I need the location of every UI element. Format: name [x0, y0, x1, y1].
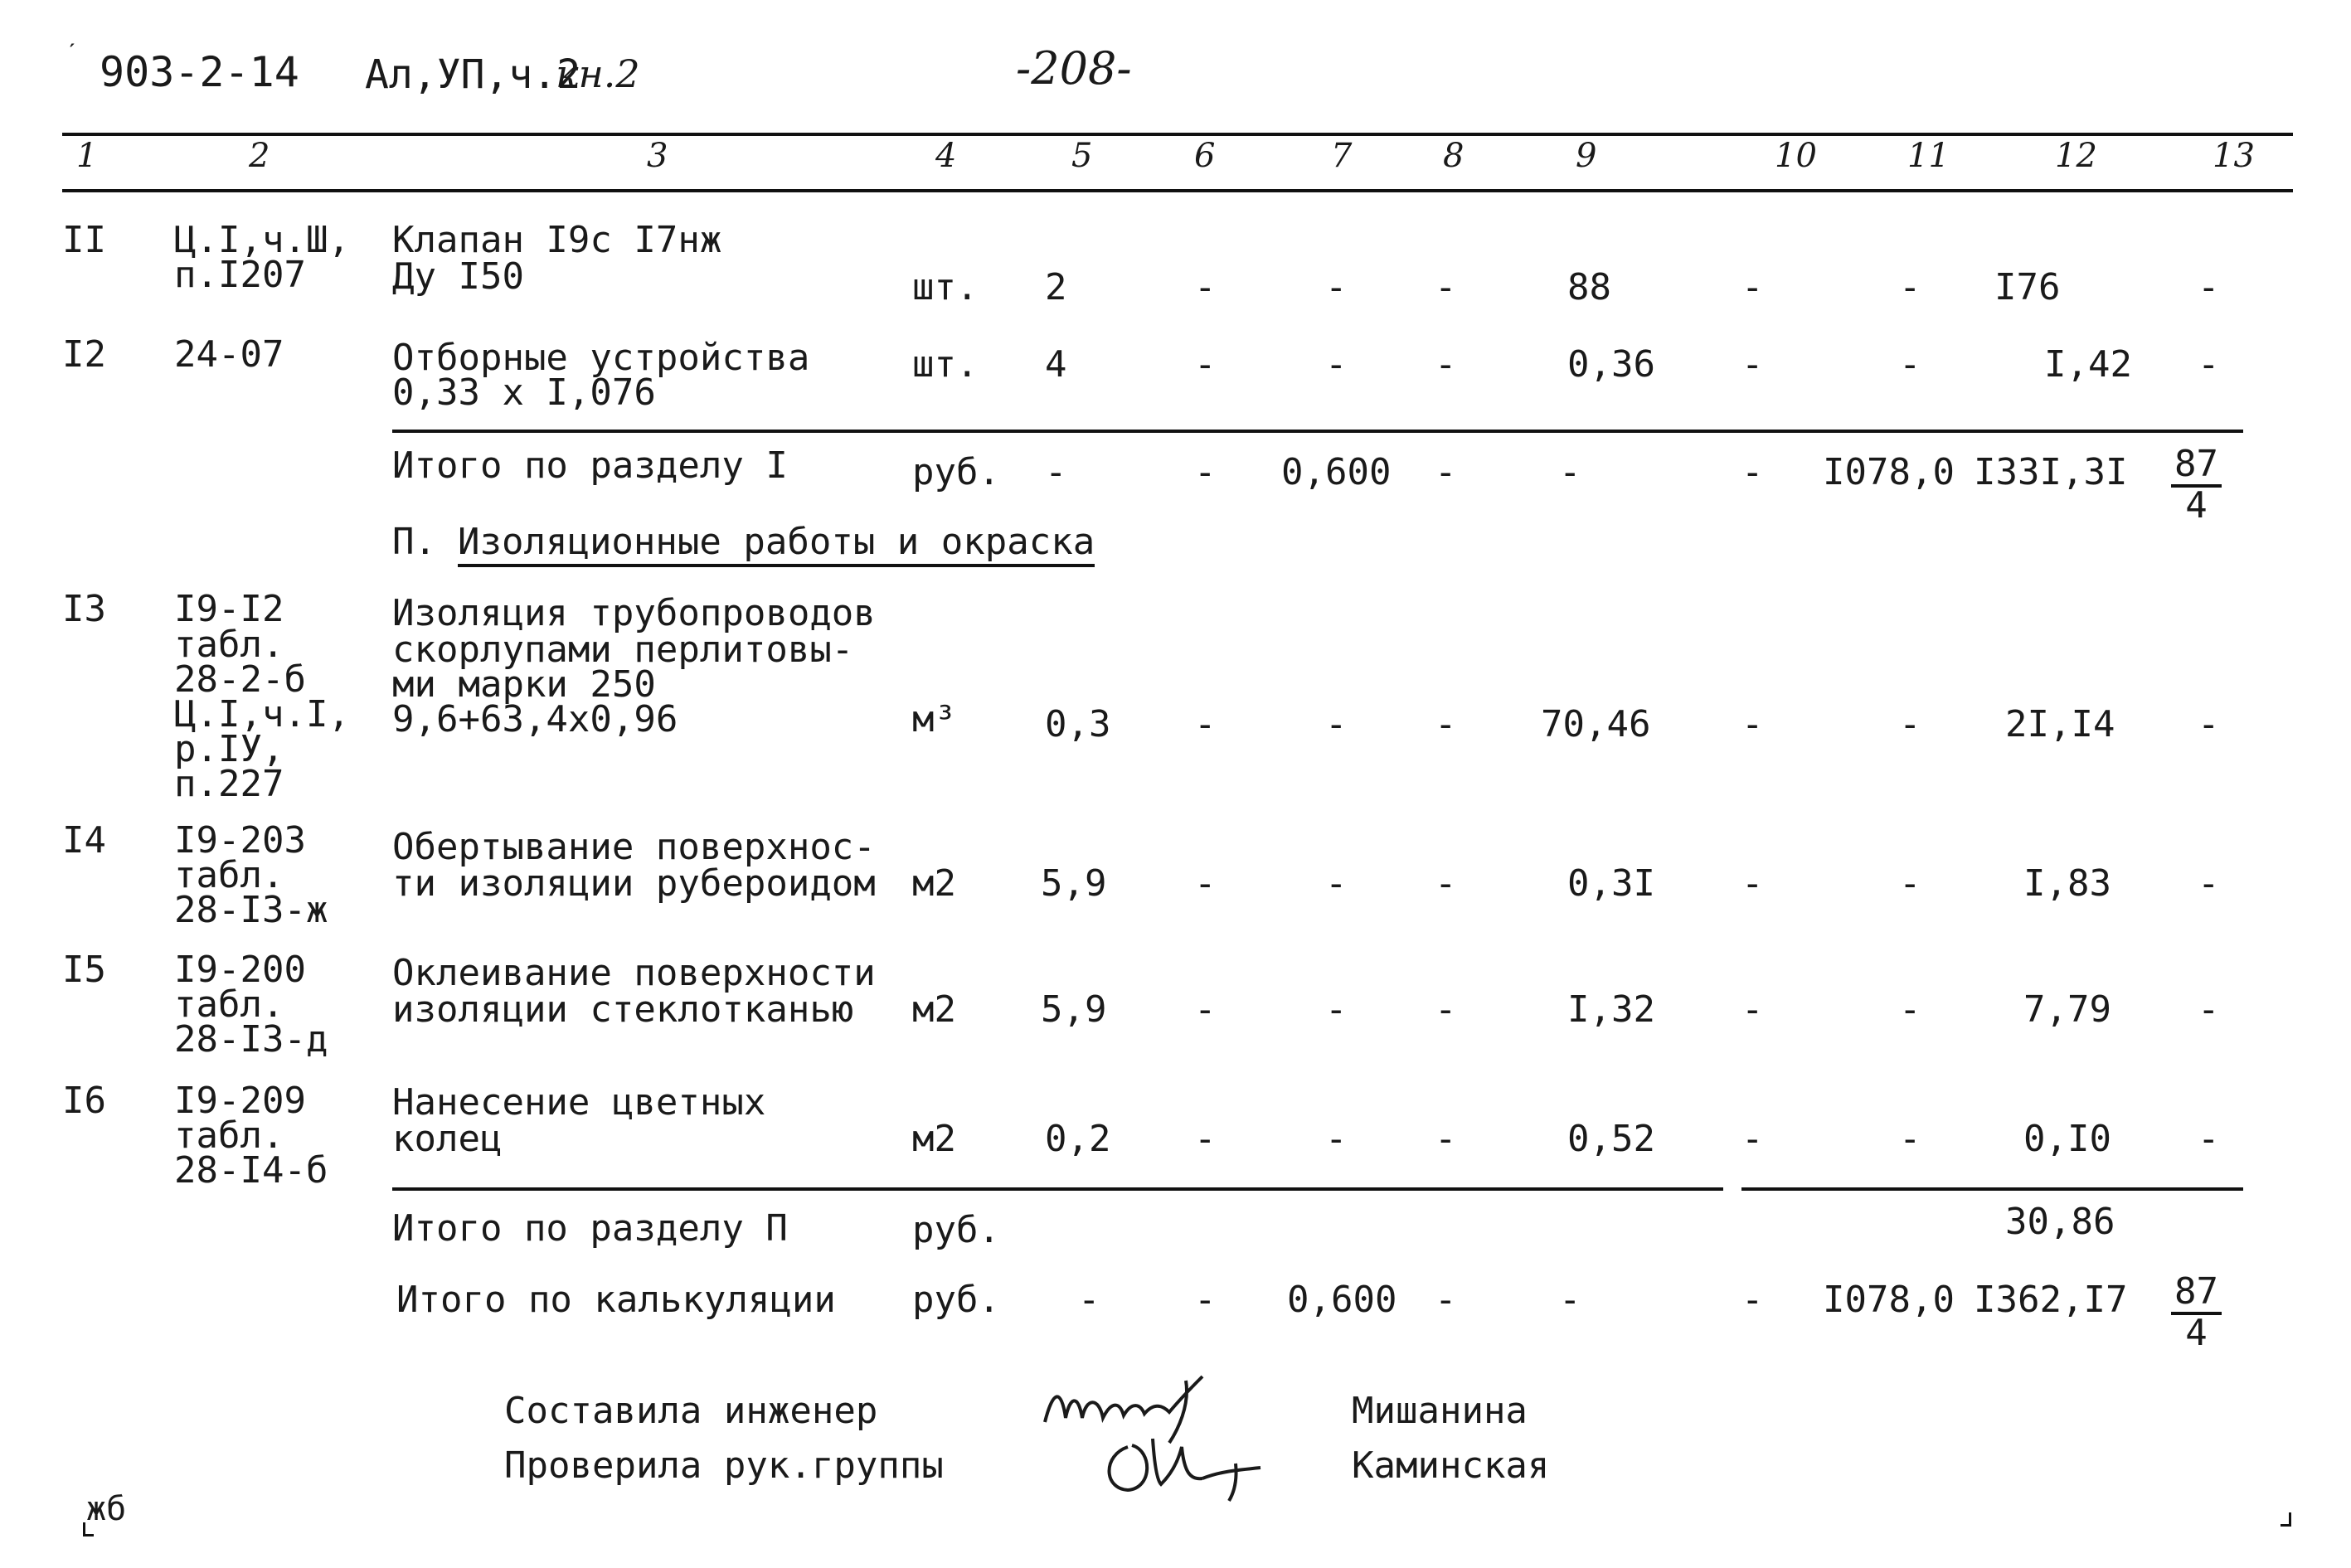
row-c10: -: [1741, 1118, 1764, 1160]
grand-total-c10: -: [1741, 1279, 1764, 1321]
row-c9: 0,36: [1567, 343, 1655, 386]
row-c13: -: [2198, 988, 2220, 1031]
row-ref: табл.: [174, 1114, 284, 1157]
row-c5: 0,3: [1045, 703, 1111, 745]
section1-total-c5: -: [1045, 451, 1067, 493]
row-desc: 0,33 х I,076: [392, 371, 656, 414]
checked-by-name: Каминская: [1352, 1444, 1550, 1487]
corner-bracket-right: [2281, 1512, 2291, 1527]
header-bottom-rule: [62, 189, 2293, 192]
row-ref: I9-203: [174, 819, 306, 862]
corner-mark: ˊ: [65, 39, 80, 68]
section1-total-c11: I078,0: [1823, 451, 1955, 493]
row-c10: -: [1741, 266, 1764, 308]
row-c6: -: [1194, 266, 1217, 308]
row-c7: -: [1325, 1118, 1348, 1160]
header-top-rule: [62, 133, 2293, 136]
section1-total-c13: [2171, 443, 2222, 527]
row-desc: ти изоляции рубероидом: [392, 862, 876, 905]
row-c12: I,42: [2044, 343, 2132, 386]
row-unit: шт.: [912, 343, 979, 386]
section1-total-c8: -: [1435, 451, 1457, 493]
section2-total-rule-left: [392, 1187, 1723, 1191]
row-c8: -: [1435, 1118, 1457, 1160]
row-c6: -: [1194, 1118, 1217, 1160]
fraction-denominator: 4: [2185, 1312, 2208, 1354]
row-c10: -: [1741, 703, 1764, 745]
row-c8: -: [1435, 343, 1457, 386]
row-number: I3: [62, 588, 106, 630]
row-desc: ми марки 250: [392, 663, 656, 706]
section1-total-c10: -: [1741, 451, 1764, 493]
page-number: -208-: [1016, 42, 1132, 95]
row-number: II: [62, 219, 106, 261]
row-c6: -: [1194, 988, 1217, 1031]
row-c11: -: [1899, 703, 1921, 745]
section1-total-unit: руб.: [912, 451, 1000, 493]
book-ref: кн.2: [556, 51, 640, 96]
grand-total-c6: -: [1194, 1279, 1217, 1321]
row-ref: 28-I3-ж: [174, 889, 328, 931]
col-num-7: 7: [1331, 137, 1353, 175]
row-ref: I9-I2: [174, 588, 284, 630]
row-c9: 0,52: [1567, 1118, 1655, 1160]
col-num-6: 6: [1194, 137, 1216, 175]
col-num-1: 1: [76, 137, 98, 175]
row-c6: -: [1194, 343, 1217, 386]
row-c10: -: [1741, 988, 1764, 1031]
section2-total-c12: 30,86: [2005, 1201, 2115, 1243]
grand-total-unit: руб.: [912, 1279, 1000, 1321]
row-c11: -: [1899, 988, 1921, 1031]
grand-total-c11: I078,0: [1823, 1279, 1955, 1321]
row-c8: -: [1435, 703, 1457, 745]
row-unit: м2: [912, 1118, 956, 1160]
row-ref: п.227: [174, 763, 284, 805]
row-desc: Оклеивание поверхности: [392, 952, 876, 994]
section1-total-c6: -: [1194, 451, 1217, 493]
section2-title: Изоляционные работы и окраска: [458, 524, 1095, 567]
row-number: I2: [62, 333, 106, 376]
row-c11: -: [1899, 1118, 1921, 1160]
row-c8: -: [1435, 266, 1457, 308]
row-c5: 5,9: [1041, 988, 1107, 1031]
row-desc: Изоляция трубопроводов: [392, 592, 876, 634]
row-c7: -: [1325, 862, 1348, 905]
col-num-11: 11: [1907, 137, 1950, 175]
row-desc: колец: [392, 1118, 503, 1160]
section1-total-c9: -: [1559, 451, 1581, 493]
row-c8: -: [1435, 862, 1457, 905]
grand-total-c5: -: [1078, 1279, 1100, 1321]
album-ref: Ал,УП,ч.2: [365, 51, 581, 98]
col-num-2: 2: [249, 137, 270, 175]
row-c10: -: [1741, 343, 1764, 386]
section2-total-label: Итого по разделу П: [392, 1207, 788, 1250]
footer-bracket: [83, 1522, 94, 1536]
row-unit: м³: [912, 698, 956, 740]
col-num-4: 4: [935, 137, 957, 175]
row-unit: шт.: [912, 266, 979, 308]
row-desc: Клапан I9с I7нж: [392, 219, 722, 261]
row-c11: -: [1899, 266, 1921, 308]
composed-by-label: Составила инженер: [504, 1390, 878, 1432]
section1-total-c7: 0,600: [1281, 451, 1392, 493]
row-desc: Нанесение цветных: [392, 1081, 766, 1124]
grand-total-c12: I362,I7: [1974, 1279, 2128, 1321]
col-num-5: 5: [1071, 137, 1093, 175]
row-c9: 88: [1567, 266, 1611, 308]
col-num-3: 3: [647, 137, 668, 175]
row-c12: I,83: [2023, 862, 2111, 905]
row-ref: 28-I4-б: [174, 1149, 328, 1192]
row-number: I4: [62, 819, 106, 862]
row-c7: -: [1325, 343, 1348, 386]
row-c11: -: [1899, 343, 1921, 386]
row-desc: скорлупами перлитовы-: [392, 629, 854, 671]
section2-prefix: П.: [392, 521, 436, 563]
row-c13: -: [2198, 1118, 2220, 1160]
col-num-8: 8: [1443, 137, 1465, 175]
row-ref: табл.: [174, 854, 284, 896]
row-c12: 2I,I4: [2005, 703, 2115, 745]
row-ref: 28-2-б: [174, 658, 306, 701]
row-c9: 0,3I: [1567, 862, 1655, 905]
row-ref: I9-209: [174, 1080, 306, 1122]
col-num-9: 9: [1576, 137, 1597, 175]
row-c6: -: [1194, 862, 1217, 905]
row-desc: изоляции стеклотканью: [392, 988, 854, 1031]
col-num-10: 10: [1775, 137, 1817, 175]
row-ref: табл.: [174, 983, 284, 1026]
row-c5: 5,9: [1041, 862, 1107, 905]
section1-total-label: Итого по разделу I: [392, 444, 788, 487]
composed-by-name: Мишанина: [1352, 1390, 1528, 1432]
col-num-12: 12: [2055, 137, 2097, 175]
row-unit: м2: [912, 988, 956, 1031]
grand-total-c13: [2171, 1270, 2222, 1354]
row-ref: табл.: [174, 624, 284, 666]
row-ref: р.IУ,: [174, 728, 284, 770]
row-c7: -: [1325, 703, 1348, 745]
grand-total-c7: 0,600: [1287, 1279, 1397, 1321]
footer-mark: жб: [86, 1490, 127, 1528]
row-desc: Ду I50: [392, 255, 524, 298]
row-unit: м2: [912, 862, 956, 905]
row-c11: -: [1899, 862, 1921, 905]
section1-total-c12: I33I,3I: [1974, 451, 2128, 493]
row-number: I5: [62, 949, 106, 991]
row-c10: -: [1741, 862, 1764, 905]
row-c12: 0,I0: [2023, 1118, 2111, 1160]
row-ref: I9-200: [174, 949, 306, 991]
grand-total-label: Итого по калькуляции: [396, 1279, 836, 1321]
grand-total-c8: -: [1435, 1279, 1457, 1321]
row-ref: п.I207: [174, 254, 306, 296]
row-c8: -: [1435, 988, 1457, 1031]
row-c13: -: [2198, 862, 2220, 905]
row-c5: 0,2: [1045, 1118, 1111, 1160]
row-desc: Обертывание поверхнос-: [392, 826, 876, 868]
row-c5: 2: [1045, 266, 1067, 308]
row-desc: 9,6+63,4х0,96: [392, 698, 678, 740]
row-c7: -: [1325, 988, 1348, 1031]
fraction-denominator: 4: [2185, 484, 2208, 527]
row-ref: 28-I3-д: [174, 1018, 328, 1061]
fraction-numerator: 87: [2171, 446, 2222, 488]
row-c12: I76: [1994, 266, 2061, 308]
row-desc: Отборные устройства: [392, 337, 810, 379]
row-ref: Ц.I,ч.Ш,: [174, 219, 350, 261]
row-c13: -: [2198, 703, 2220, 745]
row-c6: -: [1194, 703, 1217, 745]
section2-total-unit: руб.: [912, 1209, 1000, 1251]
row-number: I6: [62, 1080, 106, 1122]
grand-total-c9: -: [1559, 1279, 1581, 1321]
row-c12: 7,79: [2023, 988, 2111, 1031]
row-c7: -: [1325, 266, 1348, 308]
fraction-numerator: 87: [2171, 1274, 2222, 1315]
signature-2-image: [1095, 1430, 1294, 1505]
doc-number: 903-2-14: [100, 48, 299, 96]
section2-total-rule-right: [1741, 1187, 2243, 1191]
section1-total-rule: [392, 430, 2243, 433]
row-c13: -: [2198, 343, 2220, 386]
checked-by-label: Проверила рук.группы: [504, 1444, 944, 1487]
row-c9: I,32: [1567, 988, 1655, 1031]
row-c9: 70,46: [1541, 703, 1651, 745]
row-c13: -: [2198, 266, 2220, 308]
row-c5: 4: [1045, 343, 1067, 386]
row-ref: 24-07: [174, 333, 284, 376]
row-ref: Ц.I,ч.I,: [174, 693, 350, 735]
col-num-13: 13: [2213, 137, 2255, 175]
